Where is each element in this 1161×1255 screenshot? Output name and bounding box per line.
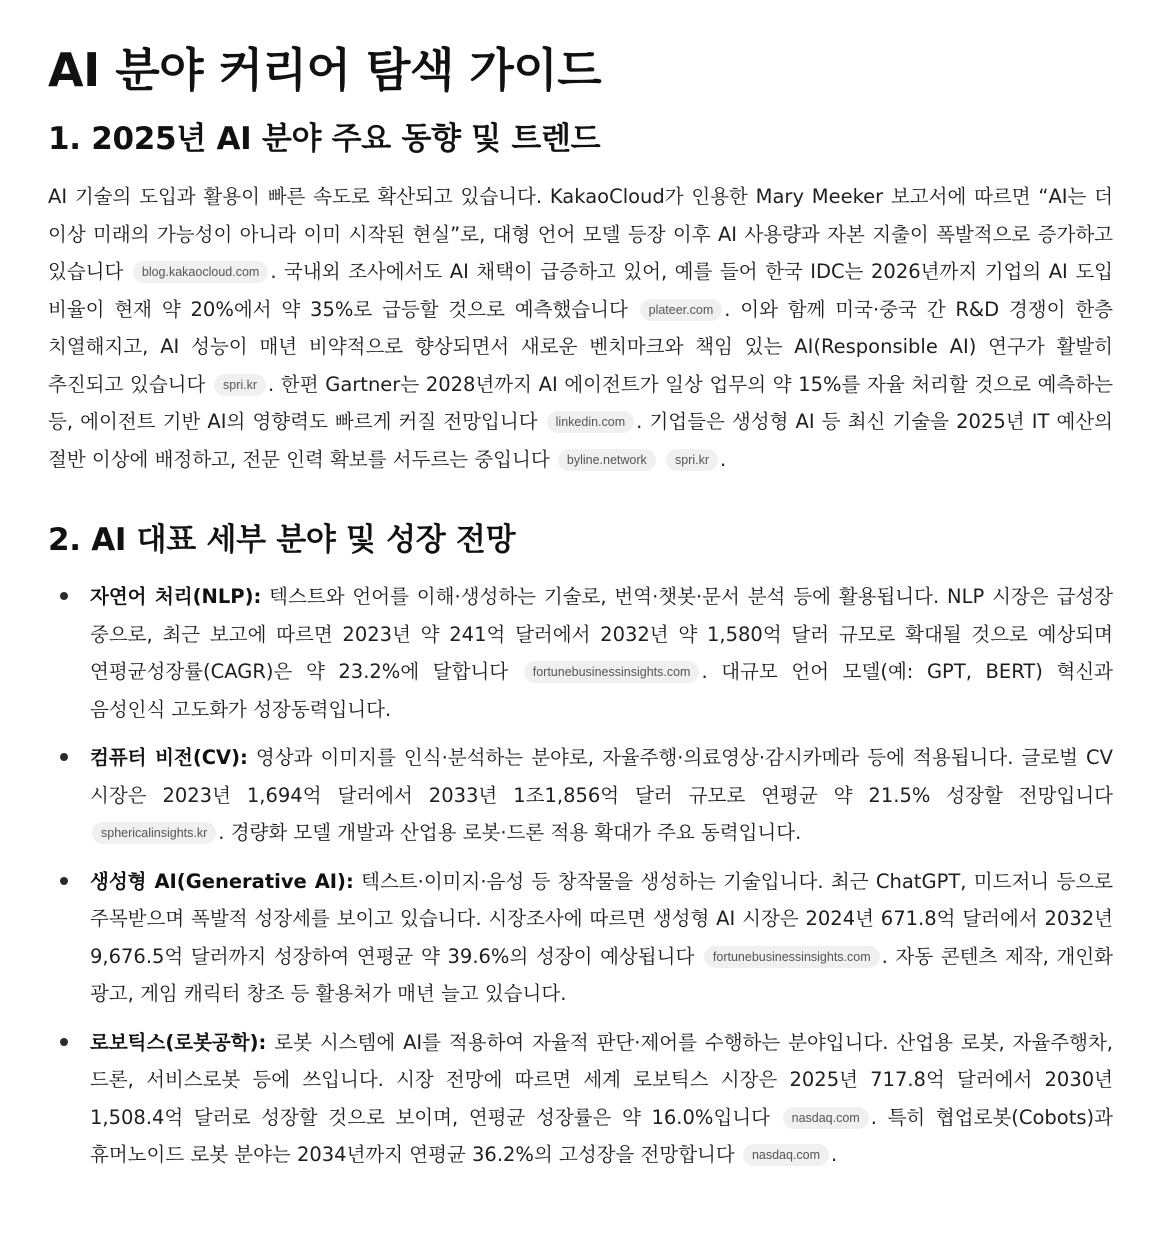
list-item <box>90 863 1113 1013</box>
source-citation-link[interactable]: byline.network <box>558 449 656 471</box>
bullet-icon <box>60 592 68 600</box>
section-2-heading: 2. AI 대표 세부 분야 및 성장 전망 <box>48 522 516 558</box>
list-item <box>90 578 1113 728</box>
list-item <box>90 739 1113 852</box>
source-citation-link[interactable]: spri.kr <box>666 449 718 471</box>
body-text: . 기업들은 생성형 AI 등 최신 기술을 2025년 IT 예산의 절반 이상에 배정하고, 전문 인력 확보를 서두르는 중입니다 <box>48 410 1114 471</box>
source-citation-link[interactable]: nasdaq.com <box>743 1144 829 1166</box>
bullet-icon <box>60 1038 68 1046</box>
section-1-paragraph <box>48 178 1113 478</box>
source-citation-link[interactable]: linkedin.com <box>547 411 634 433</box>
source-citation-link[interactable]: fortunebusinessinsights.com <box>524 661 700 683</box>
list-item <box>90 1024 1113 1174</box>
subfield-term: 로보틱스(로봇공학): <box>90 1030 267 1054</box>
source-citation-link[interactable]: blog.kakaocloud.com <box>133 261 268 283</box>
body-text: 로봇 시스템에 AI를 적용하여 자율적 판단·제어를 수행하는 분야입니다. 산업용 로봇, 자율주행차, 드론, 서비스로봇 등에 쓰입니다. 시장 전망에 따르면 세계 로보틱스 시장은 2025년 717.8억 달러에서 2030년 1,508.4억 달러로 성장할 것으로 보이며, 연평균 성장률은 약 16.0%입니다 <box>90 1030 1113 1129</box>
body-text: . 경량화 모델 개발과 산업용 로봇·드론 적용 확대가 주요 동력입니다. <box>218 821 802 844</box>
source-citation-link[interactable]: spri.kr <box>214 374 266 396</box>
bullet-icon <box>60 753 68 761</box>
body-text: 텍스트와 언어를 이해·생성하는 기술로, 번역·챗봇·문서 분석 등에 활용됩니다. NLP 시장은 급성장 중으로, 최근 보고에 따르면 2023년 약 241억 달러에서 2032년 약 1,580억 달러 규모로 확대될 것으로 예상되며 연평균성장률(CAGR)은 약 23.2%에 달합니다 <box>90 585 1114 683</box>
source-citation-link[interactable]: plateer.com <box>640 299 723 321</box>
body-text: . 국내외 조사에서도 AI 채택이 급증하고 있어, 예를 들어 한국 IDC는 2026년까지 기업의 AI 도입 비율이 현재 약 20%에서 약 35%로 급등할 것으로 예측했습니다 <box>48 260 1113 321</box>
subfield-term: 자연어 처리(NLP): <box>90 585 262 608</box>
body-text <box>658 448 664 471</box>
subfield-term: 생성형 AI(Generative AI): <box>90 869 354 893</box>
body-text: . 자동 콘텐츠 제작, 개인화 광고, 게임 캐릭터 창조 등 활용처가 매년 늘고 있습니다. <box>90 944 1113 1005</box>
page-title: AI 분야 커리어 탐색 가이드 <box>48 43 602 97</box>
body-text: . <box>831 1143 838 1166</box>
body-text: . 이와 함께 미국·중국 간 R&D 경쟁이 한층 치열해지고, AI 성능이 매년 비약적으로 향상되면서 새로운 벤치마크와 책임 있는 AI(Responsible AI) 연구가 활발히 추진되고 있습니다 <box>48 297 1113 396</box>
source-citation-link[interactable]: nasdaq.com <box>783 1107 869 1129</box>
body-text: . <box>720 447 727 471</box>
subfield-list <box>48 578 1113 1174</box>
source-citation-link[interactable]: fortunebusinessinsights.com <box>704 946 880 968</box>
body-text: 영상과 이미지를 인식·분석하는 분야로, 자율주행·의료영상·감시카메라 등에 적용됩니다. 글로벌 CV 시장은 2023년 1,694억 달러에서 2033년 1조1,856억 달러 규모로 연평균 약 21.5% 성장할 전망입니다 <box>90 746 1114 807</box>
bullet-icon <box>60 877 68 885</box>
body-text: AI 기술의 도입과 활용이 빠른 속도로 확산되고 있습니다. KakaoCloud가 인용한 Mary Meeker 보고서에 따르면 “AI는 더 이상 미래의 가능성이 아니라 이미 시작된 현실”로, 대형 언어 모델 등장 이후 AI 사용량과 자본 지출이 폭발적으로 증가하고 있습니다 <box>48 185 1113 283</box>
body-text: 텍스트·이미지·음성 등 창작물을 생성하는 기술입니다. 최근 ChatGPT, 미드저니 등으로 주목받으며 폭발적 성장세를 보이고 있습니다. 시장조사에 따르면 생성형 AI 시장은 2024년 671.8억 달러에서 2032년 9,676.5억 달러까지 성장하여 연평균 약 39.6%의 성장이 예상됩니다 <box>90 869 1113 968</box>
body-text: . 대규모 언어 모델(예: GPT, BERT) 혁신과 음성인식 고도화가 성장동력입니다. <box>90 660 1113 721</box>
source-citation-link[interactable]: sphericalinsights.kr <box>92 822 216 844</box>
section-1-heading: 1. 2025년 AI 분야 주요 동향 및 트렌드 <box>48 121 601 157</box>
body-text: . 한편 Gartner는 2028년까지 AI 에이전트가 일상 업무의 약 15%를 자율 처리할 것으로 예측하는 등, 에이전트 기반 AI의 영향력도 빠르게 커질 전망입니다 <box>48 372 1114 433</box>
body-text: . 특히 협업로봇(Cobots)과 휴머노이드 로봇 분야는 2034년까지 연평균 36.2%의 고성장을 전망합니다 <box>90 1105 1113 1166</box>
subfield-term: 컴퓨터 비전(CV): <box>90 746 248 769</box>
